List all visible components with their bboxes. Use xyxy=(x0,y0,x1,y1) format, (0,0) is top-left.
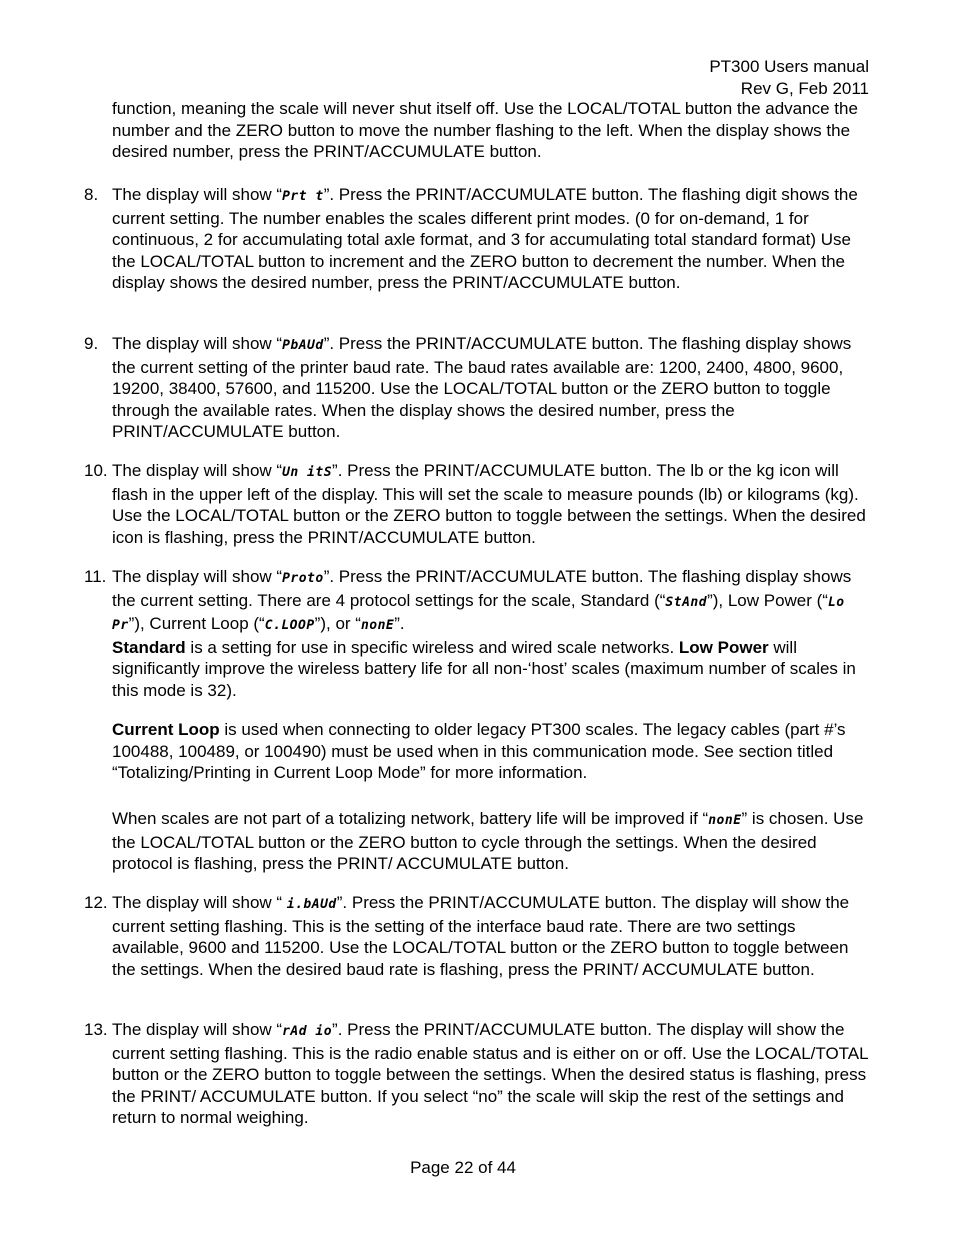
manual-title: PT300 Users manual xyxy=(709,57,869,76)
step-11-text-2: ”), Low Power (“ xyxy=(707,590,828,610)
standard-description: is a setting for use in specific wireless and wired scale networks. xyxy=(185,637,679,657)
step-number-13: 13. xyxy=(84,1020,108,1039)
step-9 xyxy=(112,333,872,443)
low-power-description: will significantly improve the wireless battery life for all non-‘host’ scales (maximum number of scales in this mode is 32). xyxy=(112,637,856,700)
display-code: rAd io xyxy=(282,1024,333,1039)
none-description: ” is chosen. Use the LOCAL/TOTAL button or the ZERO button to cycle through the settings. When the desired protocol is flashing, press the PRINT/ ACCUMULATE button. xyxy=(112,809,864,873)
low-power-term: Low Power xyxy=(678,637,769,657)
standard-term: Standard xyxy=(112,637,186,657)
display-code: nonE xyxy=(708,813,742,828)
display-code: PbAUd xyxy=(282,338,324,353)
step-number-8: 8. xyxy=(84,185,99,204)
step-number-11: 11. xyxy=(84,567,107,586)
manual-revision: Rev G, Feb 2011 xyxy=(740,79,869,98)
none-pre: When scales are not part of a totalizing network, battery life will be improved if “ xyxy=(112,809,709,828)
display-code: Prt t xyxy=(282,189,324,204)
step-10-pre: The display will show “ xyxy=(112,461,283,480)
display-code: Lo Pr xyxy=(112,594,845,633)
step-8-text: ”. Press the PRINT/ACCUMULATE button. The flashing digit shows the current setting. The number enables the scales different print modes. (0 for on-demand, 1 for continuous, 2 for accumulating total axle format, and 3 for accumulating total standard format) Use the LOCAL/TOTAL button to increment and the ZERO button to decrement the number. When the display shows the desired number, press the PRINT/ACCUMULATE button. xyxy=(112,185,858,292)
step-10 xyxy=(112,460,872,548)
page-header xyxy=(709,56,869,100)
continued-text: function, meaning the scale will never shut itself off. Use the LOCAL/TOTAL button the advance the number and the ZERO button to move the number flashing to the left. When the display shows the desired number, press the PRINT/ACCUMULATE button. xyxy=(112,99,858,161)
step-8-pre: The display will show “ xyxy=(112,185,283,204)
page-number: Page 22 of 44 xyxy=(410,1158,516,1177)
display-code: StAnd xyxy=(665,594,708,610)
display-code: nonE xyxy=(360,618,395,633)
step-number-9: 9. xyxy=(84,334,99,353)
step-number-10: 10. xyxy=(84,461,108,480)
step-10-text: ”. Press the PRINT/ACCUMULATE button. The lb or the kg icon will flash in the upper left of the display. This will set the scale to measure pounds (lb) or kilograms (kg). Use the LOCAL/TOTAL button or the ZERO button to toggle between the settings. When the desired icon is flashing, press the PRINT/ACCUMULATE button. xyxy=(112,461,866,547)
step-11-text-1: ”. Press the PRINT/ACCUMULATE button. The flashing display shows the current setting. There are 4 protocol settings for the scale, Standard (“ xyxy=(112,567,852,610)
none-paragraph xyxy=(112,808,872,875)
step-12-text: ”. Press the PRINT/ACCUMULATE button. The display will show the current setting flashing. This is the setting of the interface baud rate. There are two settings available, 9600 and 115200. Use the LOCAL/TOTAL button or the ZERO button to toggle between the settings. When the desired baud rate is flashing, press the PRINT/ ACCUMULATE button. xyxy=(112,893,850,979)
continued-paragraph xyxy=(112,98,872,163)
step-11-text-5: ”. xyxy=(394,614,405,633)
step-11-text-4: ”), or “ xyxy=(314,614,361,633)
step-13-pre: The display will show “ xyxy=(112,1020,283,1039)
step-9-pre: The display will show “ xyxy=(112,334,283,353)
display-code: i.bAUd xyxy=(286,897,337,912)
step-9-text: ”. Press the PRINT/ACCUMULATE button. The flashing display shows the current setting of the printer baud rate. The baud rates available are: 1200, 2400, 4800, 9600, 19200, 38400, 57600, and 115200. Use the LOCAL/TOTAL button or the ZERO button to toggle through the available rates. When the display shows the desired number, press the PRINT/ACCUMULATE button. xyxy=(112,334,852,441)
step-11-pre: The display will show “ xyxy=(112,567,283,586)
display-code: C.LOOP xyxy=(264,618,315,633)
display-code: Proto xyxy=(282,571,324,586)
step-12 xyxy=(112,892,872,980)
current-loop-description: is used when connecting to older legacy PT300 scales. The legacy cables (part #’s 100488, 100489, or 100490) must be used when in this communication mode. See section titled “Totalizing/Printing in Current Loop Mode” for more information. xyxy=(112,720,846,782)
step-number-12: 12. xyxy=(84,893,108,912)
current-loop-term: Current Loop xyxy=(112,720,220,739)
step-12-pre: The display will show “ xyxy=(112,893,287,912)
step-11-text-3: ”), Current Loop (“ xyxy=(128,614,265,633)
step-13 xyxy=(112,1019,872,1129)
step-13-text: ”. Press the PRINT/ACCUMULATE button. The display will show the current setting flashing. This is the radio enable status and is either on or off. Use the LOCAL/TOTAL button or the ZERO button to toggle between the settings. When the desired status is flashing, press the PRINT/ ACCUMULATE button. If you select “no” the scale will skip the rest of the settings and return to normal weighing. xyxy=(112,1020,868,1127)
display-code: Un itS xyxy=(282,465,333,480)
step-11 xyxy=(112,566,872,701)
step-8 xyxy=(112,184,872,294)
current-loop-paragraph xyxy=(112,719,872,784)
